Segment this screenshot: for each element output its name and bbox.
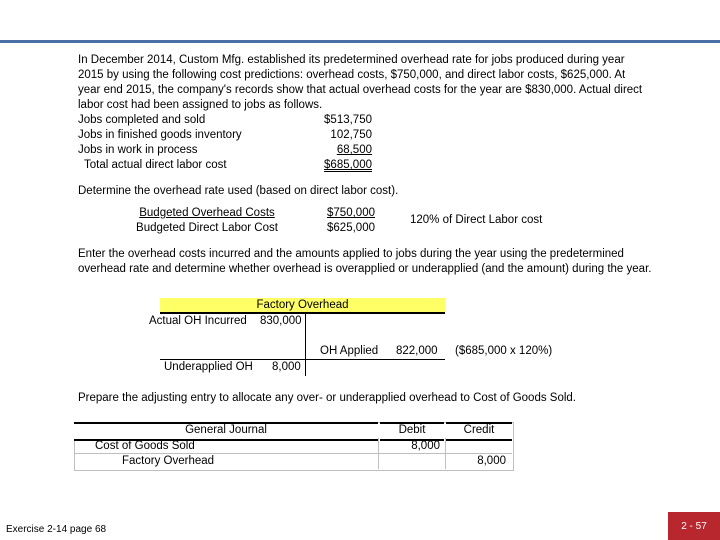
t-credit-label: OH Applied: [320, 345, 379, 357]
t-credit-note: ($685,000 x 120%): [455, 345, 553, 357]
journal-row-credit: 8,000: [477, 455, 506, 467]
t-balance-line: [160, 359, 305, 360]
rate-denominator-value: $625,000: [327, 222, 375, 234]
journal-credit-header: Credit: [463, 424, 495, 436]
labor-label-wip: Jobs in work in process: [78, 144, 198, 156]
labor-value-wip: 68,500: [336, 144, 372, 156]
top-accent-bar: [0, 40, 720, 43]
rate-numerator-value: $750,000: [327, 207, 375, 219]
question-adjusting-entry: Prepare the adjusting entry to allocate any over- or underapplied overhead to Cost of Goods Sold.: [78, 392, 576, 404]
rate-numerator-label: Budgeted Overhead Costs: [139, 207, 275, 219]
labor-label-completed: Jobs completed and sold: [78, 114, 206, 126]
labor-label-total: Total actual direct labor cost: [84, 159, 227, 171]
t-balance-value: 8,000: [272, 361, 301, 373]
labor-value-finished: 102,750: [330, 129, 372, 141]
t-debit-label: Actual OH Incurred: [149, 315, 247, 327]
t-account-title: Factory Overhead: [256, 299, 349, 311]
journal-debit-header: Debit: [398, 424, 426, 436]
journal-row-divider: [74, 453, 512, 454]
t-debit-value: 830,000: [260, 315, 302, 327]
page-number-badge: [668, 512, 720, 540]
question-overhead-applied: Enter the overhead costs incurred and the amounts applied to jobs during the year using the predetermined overhead rate and determine whether overhead is overapplied or underapplied (and the amount) during the year.: [78, 248, 652, 275]
labor-value-completed: $513,750: [324, 114, 372, 126]
t-account-divider: [305, 314, 306, 376]
page-number: 2 - 57: [681, 520, 707, 532]
question-overhead-rate: Determine the overhead rate used (based on direct labor cost).: [78, 185, 399, 197]
footer-reference: Exercise 2-14 page 68: [6, 524, 107, 535]
journal-row-debit: 8,000: [411, 440, 440, 452]
t-balance-label: Underapplied OH: [164, 361, 253, 373]
t-credit-line: [305, 359, 445, 360]
journal-row-account: Factory Overhead: [122, 455, 215, 467]
journal-row-account: Cost of Goods Sold: [95, 440, 195, 452]
problem-intro: In December 2014, Custom Mfg. established its predetermined overhead rate for jobs produced during year 2015 by using the following cost predictions: overhead costs, $750,000, and direct labor costs, $625,000. At year end 2015, the company's records show that actual overhead costs for the year are $830,000. Actual direct labor cost had been assigned to jobs as follows.: [78, 54, 643, 111]
t-credit-value: 822,000: [396, 345, 438, 357]
labor-label-finished: Jobs in finished goods inventory: [78, 129, 242, 141]
rate-result: 120% of Direct Labor cost: [410, 214, 543, 226]
labor-value-total: $685,000: [324, 159, 372, 171]
rate-denominator-label: Budgeted Direct Labor Cost: [136, 222, 278, 234]
journal-title: General Journal: [185, 424, 267, 436]
